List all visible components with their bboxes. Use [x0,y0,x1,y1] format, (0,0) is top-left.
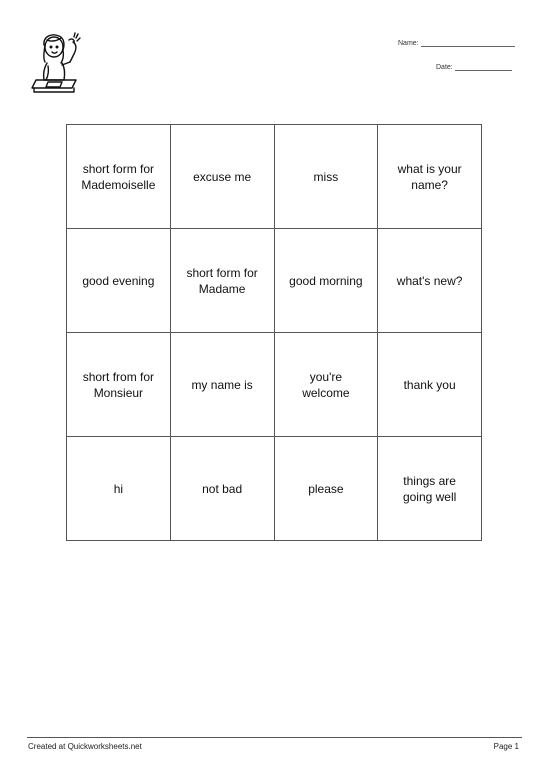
card-cell: short from for Monsieur [67,333,171,437]
footer-credit: Created at Quickworksheets.net [28,742,142,751]
card-cell: please [275,437,379,541]
date-line[interactable] [455,70,512,71]
name-label: Name: [398,40,419,47]
page-number: Page 1 [493,742,519,751]
student-raising-hand-icon [30,30,86,104]
date-label: Date: [436,64,453,71]
card-cell: my name is [171,333,275,437]
card-cell: what's new? [378,229,482,333]
name-line[interactable] [421,46,515,47]
card-cell: short form for Madame [171,229,275,333]
name-field[interactable] [398,40,515,47]
card-cell: hi [67,437,171,541]
card-cell: thank you [378,333,482,437]
card-cell: not bad [171,437,275,541]
vocabulary-card-grid [66,124,482,541]
card-cell: miss [275,125,379,229]
card-cell: excuse me [171,125,275,229]
card-cell: good evening [67,229,171,333]
date-field[interactable] [436,64,512,71]
card-cell: things are going well [378,437,482,541]
card-cell: good morning [275,229,379,333]
card-cell: what is your name? [378,125,482,229]
card-cell: you're welcome [275,333,379,437]
card-cell: short form for Mademoiselle [67,125,171,229]
footer-divider [27,737,522,738]
